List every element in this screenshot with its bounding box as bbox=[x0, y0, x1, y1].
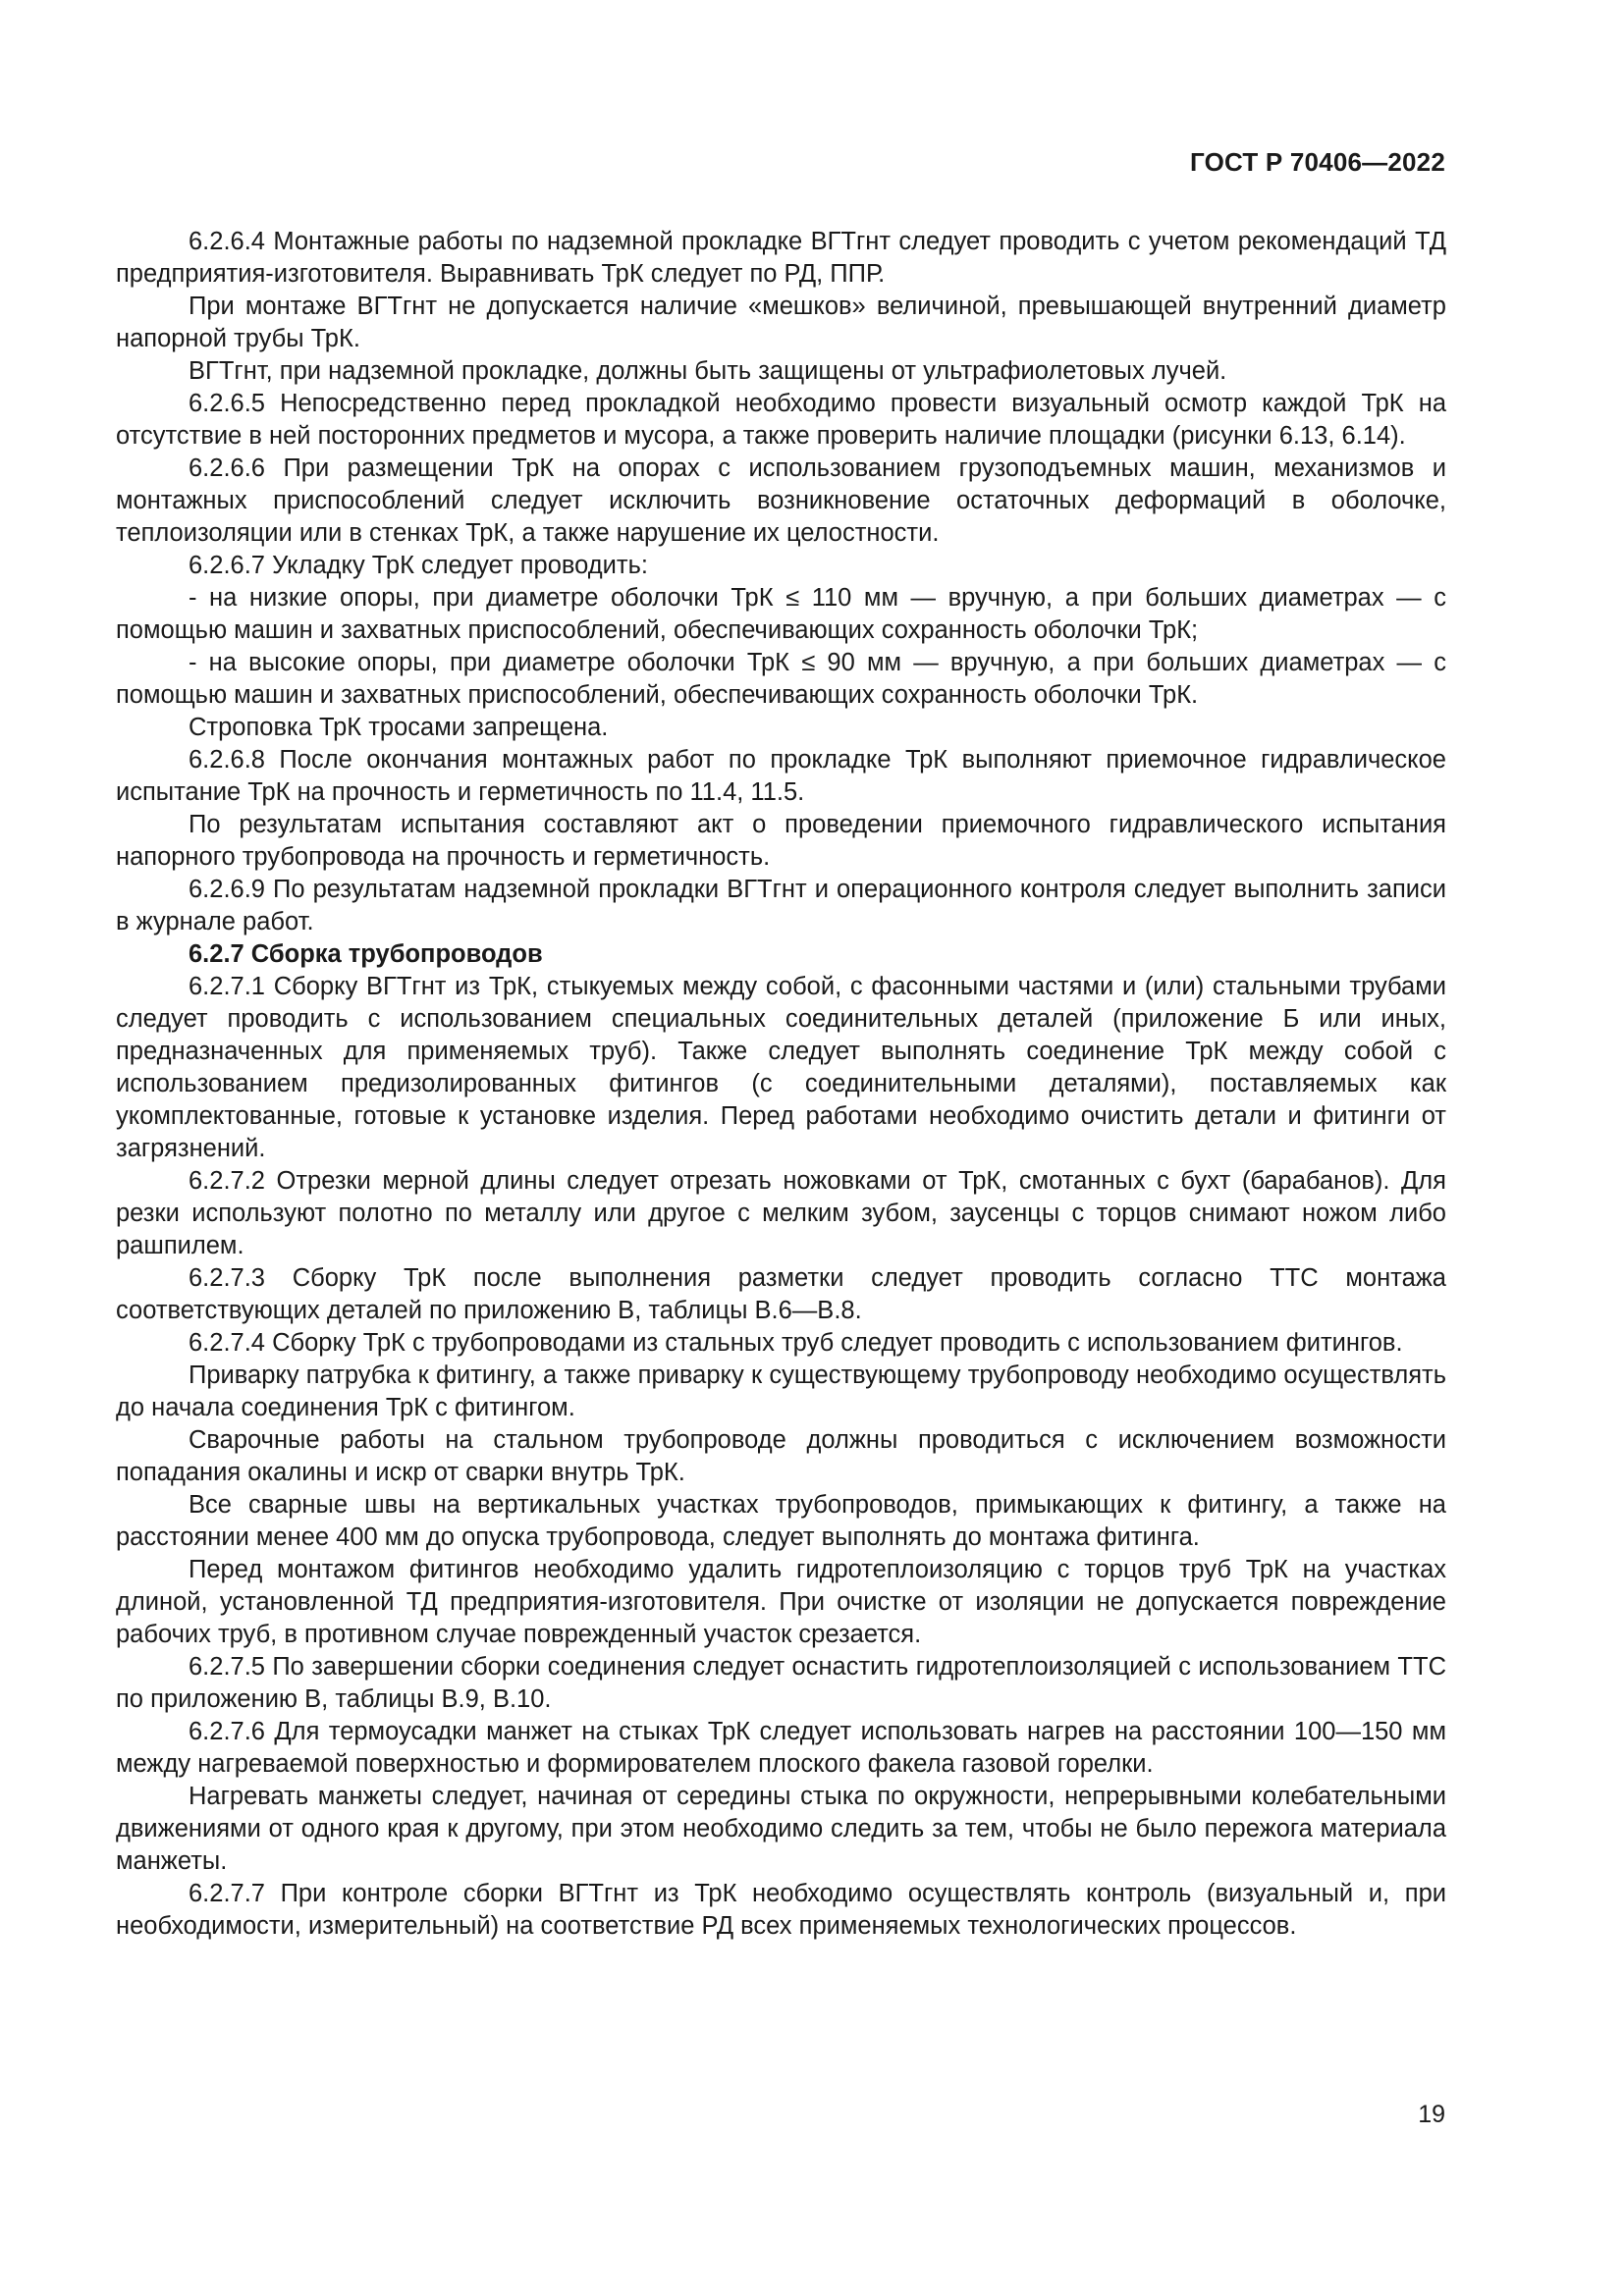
paragraph-6-2-6-8: 6.2.6.8 После окончания монтажных работ по прокладке ТрК выполняют приемочное гидравлическое испытание ТрК на прочность и герметичность по 11.4, 11.5. bbox=[116, 746, 1446, 806]
paragraph-test-report: По результатам испытания составляют акт о проведении приемочного гидравлического испытания напорного трубопровода на прочность и герметичность. bbox=[116, 811, 1446, 871]
paragraph-6-2-6-7: 6.2.6.7 Укладку ТрК следует проводить: bbox=[189, 552, 648, 579]
paragraph-6-2-6-6: 6.2.6.6 При размещении ТрК на опорах с использованием грузоподъемных машин, механизмов и монтажных приспособлений следует исключить возникновение остаточных деформаций в оболочке, теплоизоляции или в стенках ТрК, а также нарушение их целостности. bbox=[116, 454, 1446, 547]
paragraph-heating-sleeves: Нагревать манжеты следует, начиная от середины стыка по окружности, непрерывными колебательными движениями от одного края к другому, при этом необходимо следить за тем, чтобы не было пережога материала манжеты. bbox=[116, 1783, 1446, 1875]
paragraph-6-2-7-4: 6.2.7.4 Сборку ТрК с трубопроводами из стальных труб следует проводить с использованием фитингов. bbox=[189, 1329, 1403, 1357]
paragraph-slinging-prohibited: Строповка ТрК тросами запрещена. bbox=[189, 714, 609, 741]
page-number: 19 bbox=[1418, 2101, 1445, 2128]
paragraph-6-2-6-9: 6.2.6.9 По результатам надземной прокладки ВГТгнт и операционного контроля следует выполнить записи в журнале работ. bbox=[116, 876, 1446, 935]
paragraph-6-2-6-5: 6.2.6.5 Непосредственно перед прокладкой необходимо провести визуальный осмотр каждой ТрК на отсутствие в ней посторонних предметов и мусора, а также проверить наличие площадки (рисунки 6.13, 6.14). bbox=[116, 390, 1446, 450]
paragraph-6-2-7-1: 6.2.7.1 Сборку ВГТгнт из ТрК, стыкуемых между собой, с фасонными частями и (или) стальными трубами следует проводить с использованием специальных соединительных деталей (приложение Б или иных, предназначенных для применяемых труб). Также следует выполнять соединение ТрК между собой с использованием предизолированных фитингов (с соединительными деталями), поставляемых как укомплектованные, готовые к установке изделия. Перед работами необходимо очистить детали и фитинги от загрязнений. bbox=[116, 973, 1446, 1162]
document-code-header: ГОСТ Р 70406—2022 bbox=[1190, 147, 1445, 177]
paragraph-welding-pipe: Приварку патрубка к фитингу, а также приварку к существующему трубопроводу необходимо осуществлять до начала соединения ТрК с фитингом. bbox=[116, 1362, 1446, 1421]
paragraph-welds-vertical: Все сварные швы на вертикальных участках трубопроводов, примыкающих к фитингу, а также на расстоянии менее 400 мм до опуска трубопровода, следует выполнять до монтажа фитинга. bbox=[116, 1491, 1446, 1551]
paragraph-insulation-removal: Перед монтажом фитингов необходимо удалить гидротеплоизоляцию с торцов труб ТрК на участках длиной, установленной ТД предприятия-изготовителя. При очистке от изоляции не допускается повреждение рабочих труб, в противном случае поврежденный участок срезается. bbox=[116, 1556, 1446, 1648]
paragraph-6-2-7-3: 6.2.7.3 Сборку ТрК после выполнения разметки следует проводить согласно ТТС монтажа соответствующих деталей по приложению В, таблицы В.6—В.8. bbox=[116, 1264, 1446, 1324]
list-item-high-supports: - на высокие опоры, при диаметре оболочки ТрК ≤ 90 мм — вручную, а при больших диаметрах — с помощью машин и захватных приспособлений, обеспечивающих сохранность оболочки ТрК. bbox=[116, 649, 1446, 709]
paragraph-6-2-7-6: 6.2.7.6 Для термоусадки манжет на стыках ТрК следует использовать нагрев на расстоянии 100—150 мм между нагреваемой поверхностью и формирователем плоского факела газовой горелки. bbox=[116, 1718, 1446, 1778]
document-body bbox=[116, 226, 1446, 1943]
paragraph-welding-works: Сварочные работы на стальном трубопроводе должны проводиться с исключением возможности попадания окалины и искр от сварки внутрь ТрК. bbox=[116, 1426, 1446, 1486]
paragraph-6-2-7-2: 6.2.7.2 Отрезки мерной длины следует отрезать ножовками от ТрК, смотанных с бухт (барабанов). Для резки используют полотно по металлу или другое с мелким зубом, заусенцы с торцов снимают ножом либо рашпилем. bbox=[116, 1167, 1446, 1259]
paragraph-6-2-7-7: 6.2.7.7 При контроле сборки ВГТгнт из ТрК необходимо осуществлять контроль (визуальный и, при необходимости, измерительный) на соответствие РД всех применяемых технологических процессов. bbox=[116, 1880, 1446, 1940]
list-item-low-supports: - на низкие опоры, при диаметре оболочки ТрК ≤ 110 мм — вручную, а при больших диаметрах — с помощью машин и захватных приспособлений, обеспечивающих сохранность оболочки ТрК; bbox=[116, 584, 1446, 644]
paragraph-uv-protection: ВГТгнт, при надземной прокладке, должны быть защищены от ультрафиолетовых лучей. bbox=[189, 357, 1227, 385]
paragraph-6-2-6-4: 6.2.6.4 Монтажные работы по надземной прокладке ВГТгнт следует проводить с учетом рекомендаций ТД предприятия-изготовителя. Выравнивать ТрК следует по РД, ППР. bbox=[116, 228, 1446, 288]
paragraph-6-2-7-5: 6.2.7.5 По завершении сборки соединения следует оснастить гидротеплоизоляцией с использованием ТТС по приложению В, таблицы В.9, В.10. bbox=[116, 1653, 1446, 1713]
section-heading-6-2-7: 6.2.7 Сборка трубопроводов bbox=[189, 940, 543, 968]
paragraph-bags-requirement: При монтаже ВГТгнт не допускается наличие «мешков» величиной, превышающей внутренний диаметр напорной трубы ТрК. bbox=[116, 293, 1446, 352]
